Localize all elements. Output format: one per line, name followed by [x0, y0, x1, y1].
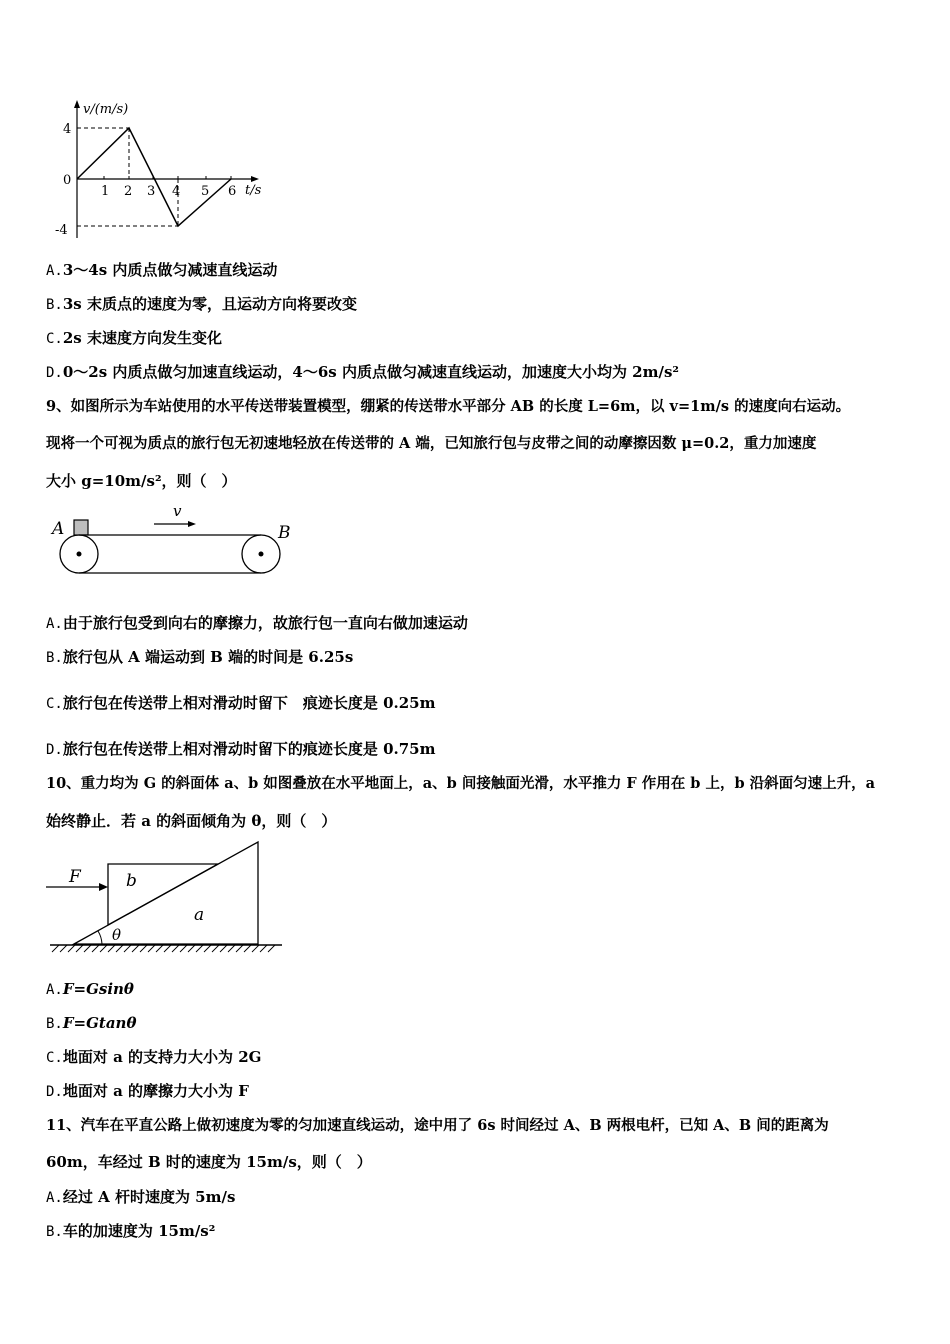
option-text: 由于旅行包受到向右的摩擦力，故旅行包一直向右做加速运动 [62, 614, 468, 632]
label-f: F [69, 867, 81, 887]
option-letter: D. [46, 742, 63, 758]
q11-option-b [46, 1221, 215, 1242]
option-letter: B. [46, 1016, 63, 1032]
wedge-a [74, 842, 258, 944]
option-letter: B. [46, 1224, 63, 1240]
x-tick-2: 2 [124, 184, 133, 199]
option-letter: C. [46, 331, 63, 347]
option-text: 3～4s 内质点做匀减速直线运动 [62, 261, 278, 279]
y-tick-neg4: -4 [55, 223, 68, 238]
q9-option-c [46, 693, 436, 714]
option-letter: A. [46, 616, 63, 632]
option-letter: A. [46, 1190, 63, 1206]
q10-option-d [46, 1081, 249, 1102]
q9-option-d [46, 739, 436, 760]
x-tick-6: 6 [228, 184, 237, 199]
travel-bag [74, 520, 88, 535]
option-text: 地面对 a 的支持力大小为 2G [62, 1048, 262, 1066]
velocity-time-graph [55, 100, 275, 240]
label-a: A [52, 519, 65, 539]
q10-option-c [46, 1047, 262, 1068]
q9-stem-line3: 大小 g=10m/s²，则（ ） [46, 472, 237, 490]
x-tick-3: 3 [147, 184, 156, 199]
x-tick-1: 1 [101, 184, 110, 199]
q9-option-a [46, 613, 468, 634]
conveyor-belt-figure [48, 500, 308, 580]
label-b: B [278, 523, 291, 543]
x-axis-arrow [251, 176, 259, 182]
y-axis-arrow [74, 100, 80, 108]
option-text: 3s 末质点的速度为零，且运动方向将要改变 [62, 295, 357, 313]
option-letter: D. [46, 1084, 63, 1100]
option-text: 旅行包在传送带上相对滑动时留下 痕迹长度是 0.25m [62, 694, 436, 712]
x-tick-4: 4 [172, 184, 181, 199]
option-text: F=Gsinθ [62, 980, 134, 998]
option-text: 0～2s 内质点做匀加速直线运动，4～6s 内质点做匀减速直线运动，加速度大小均为 2m/s² [62, 363, 679, 381]
option-letter: D. [46, 365, 63, 381]
label-v: v [173, 502, 182, 520]
option-letter: A. [46, 263, 63, 279]
option-text: 旅行包从 A 端运动到 B 端的时间是 6.25s [62, 648, 354, 666]
x-axis-label: t/s [245, 183, 262, 198]
y-tick-0: 0 [63, 173, 72, 188]
q8-option-a [46, 260, 277, 281]
q8-option-d [46, 362, 679, 383]
y-tick-4: 4 [63, 122, 72, 137]
option-letter: C. [46, 696, 63, 712]
option-text: 车的加速度为 15m/s² [62, 1222, 216, 1240]
q11-option-a [46, 1187, 235, 1208]
q10-stem-line1: 10、重力均为 G 的斜面体 a、b 如图叠放在水平地面上，a、b 间接触面光滑，水平推力 F 作用在 b 上，b 沿斜面匀速上升，a [46, 775, 876, 792]
wedge-figure [44, 838, 289, 958]
x-tick-5: 5 [201, 184, 210, 199]
option-text: 2s 末速度方向发生变化 [62, 329, 222, 347]
option-text: 经过 A 杆时速度为 5m/s [62, 1188, 236, 1206]
q8-option-c [46, 328, 222, 349]
q11-stem-line1: 11、汽车在平直公路上做初速度为零的匀加速直线运动，途中用了 6s 时间经过 A、B 两根电杆，已知 A、B 间的距离为 [46, 1117, 829, 1134]
q9-option-b [46, 647, 353, 668]
q9-stem-line1: 9、如图所示为车站使用的水平传送带装置模型，绷紧的传送带水平部分 AB 的长度 L=6m，以 v=1m/s 的速度向右运动。 [46, 398, 851, 415]
option-text: F=Gtanθ [62, 1014, 137, 1032]
label-theta: θ [112, 926, 122, 944]
q10-stem-line2: 始终静止．若 a 的斜面倾角为 θ，则（ ） [46, 812, 337, 830]
option-letter: C. [46, 1050, 63, 1066]
angle-arc [98, 931, 102, 944]
q8-option-b [46, 294, 357, 315]
q9-stem-line2: 现将一个可视为质点的旅行包无初速地轻放在传送带的 A 端，已知旅行包与皮带之间的动摩擦因数 μ=0.2，重力加速度 [46, 435, 817, 452]
option-text: 旅行包在传送带上相对滑动时留下的痕迹长度是 0.75m [62, 740, 436, 758]
q10-option-a [46, 979, 134, 1000]
q10-option-b [46, 1013, 136, 1034]
option-letter: B. [46, 650, 63, 666]
label-a-wedge: a [194, 905, 205, 925]
option-text: 地面对 a 的摩擦力大小为 F [62, 1082, 249, 1100]
q11-stem-line2: 60m，车经过 B 时的速度为 15m/s，则（ ） [46, 1153, 372, 1171]
label-b-block: b [126, 871, 137, 891]
option-letter: A. [46, 982, 63, 998]
y-axis-label: v/(m/s) [83, 102, 129, 117]
velocity-line [77, 128, 231, 226]
option-letter: B. [46, 297, 63, 313]
